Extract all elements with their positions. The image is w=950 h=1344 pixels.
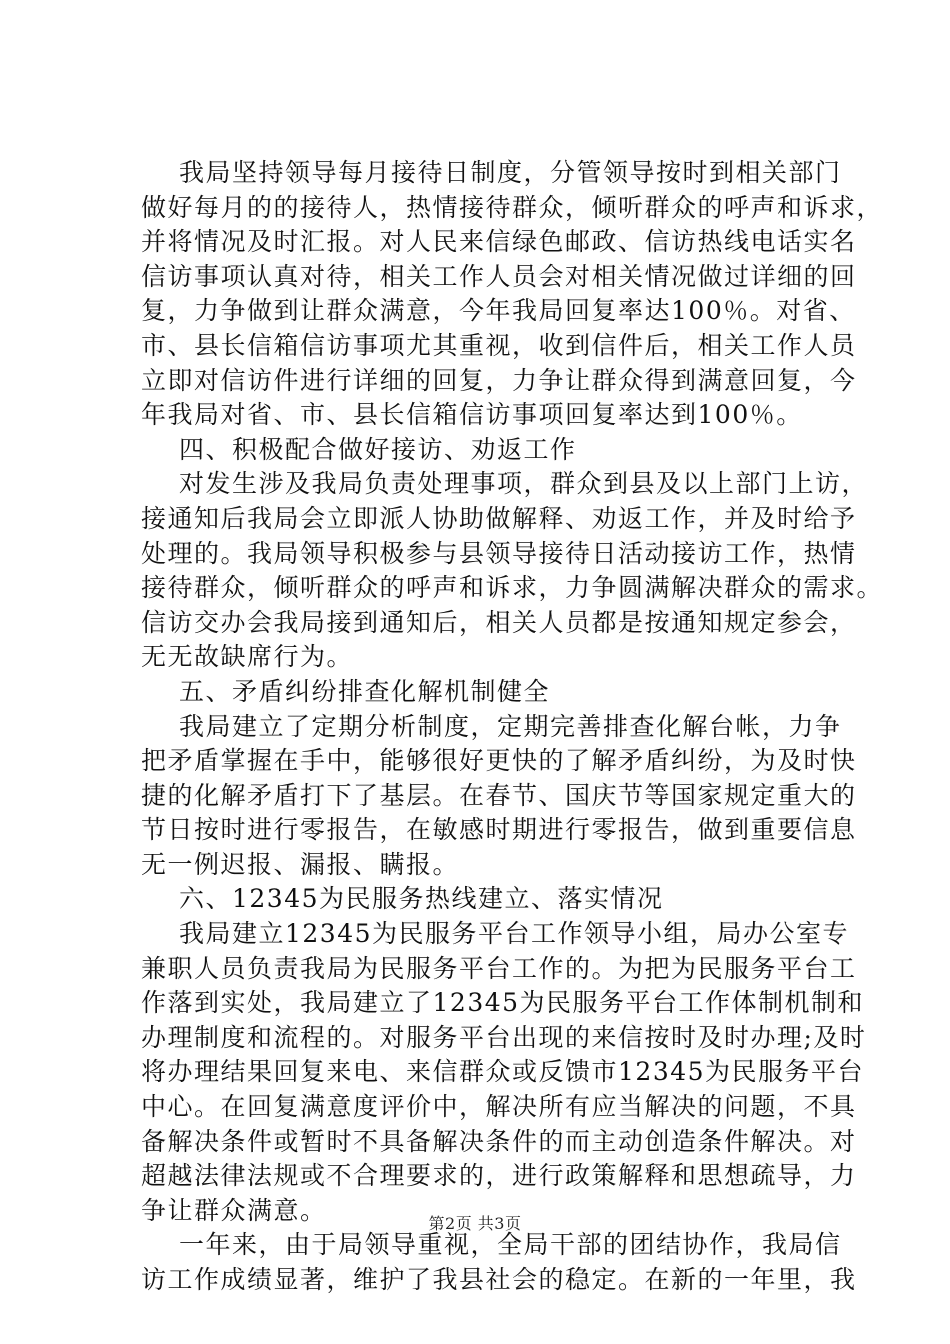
text-line: 节日按时进行零报告，在敏感时期进行零报告，做到重要信息 <box>141 815 857 845</box>
text-line: 信访交办会我局接到通知后，相关人员都是按通知规定参会， <box>141 607 857 637</box>
page-footer: 第2页 共3页 <box>428 1214 522 1233</box>
text-line: 无一例迟报、漏报、瞒报。 <box>141 849 460 879</box>
text-line: 我局建立了定期分析制度，定期完善排查化解台帐，力争 <box>179 711 842 741</box>
text-line: 复，力争做到让群众满意，今年我局回复率达100％。对省、 <box>141 296 856 326</box>
text-line: 超越法律法规或不合理要求的，进行政策解释和思想疏导，力 <box>141 1161 857 1191</box>
text-line: 无无故缺席行为。 <box>141 642 354 672</box>
text-line: 六、12345为民服务热线建立、落实情况 <box>179 884 664 914</box>
text-line: 四、积极配合做好接访、劝返工作 <box>179 434 577 464</box>
text-line: 我局坚持领导每月接待日制度，分管领导按时到相关部门 <box>179 158 842 187</box>
text-line: 把矛盾掌握在手中，能够很好更快的了解矛盾纠纷，为及时快 <box>141 746 857 776</box>
text-line: 信访事项认真对待，相关工作人员会对相关情况做过详细的回 <box>141 261 857 291</box>
text-line: 访工作成绩显著，维护了我县社会的稳定。在新的一年里，我 <box>141 1265 857 1294</box>
text-line: 中心。在回复满意度评价中，解决所有应当解决的问题，不具 <box>141 1092 857 1122</box>
text-line: 备解决条件或暂时不具备解决条件的而主动创造条件解决。对 <box>141 1126 857 1156</box>
text-line: 对发生涉及我局负责处理事项，群众到县及以上部门上访， <box>179 469 869 499</box>
text-line: 立即对信访件进行详细的回复，力争让群众得到满意回复，今 <box>141 365 857 395</box>
text-line: 捷的化解矛盾打下了基层。在春节、国庆节等国家规定重大的 <box>141 780 857 810</box>
text-line: 将办理结果回复来电、来信群众或反馈市12345为民服务平台 <box>141 1057 865 1087</box>
text-line: 接通知后我局会立即派人协助做解释、劝返工作，并及时给予 <box>141 503 857 533</box>
text-line: 接待群众，倾听群众的呼声和诉求，力争圆满解决群众的需求。 <box>141 573 884 603</box>
text-line: 我局建立12345为民服务平台工作领导小组，局办公室专 <box>179 919 850 949</box>
text-line: 一年来，由于局领导重视，全局干部的团结协作，我局信 <box>179 1230 842 1260</box>
text-line: 办理制度和流程的。对服务平台出现的来信按时及时办理;及时 <box>141 1022 867 1052</box>
text-line: 做好每月的的接待人，热情接待群众，倾听群众的呼声和诉求， <box>141 192 884 222</box>
text-line: 年我局对省、市、县长信箱信访事项回复率达到100％。 <box>141 400 803 430</box>
text-line: 处理的。我局领导积极参与县领导接待日活动接访工作，热情 <box>141 538 857 568</box>
text-line: 五、矛盾纠纷排查化解机制健全 <box>179 676 551 706</box>
text-line: 并将情况及时汇报。对人民来信绿色邮政、信访热线电话实名 <box>141 227 857 257</box>
text-line: 作落到实处，我局建立了12345为民服务平台工作体制机制和 <box>141 988 865 1018</box>
document-body <box>141 156 884 1298</box>
text-line: 兼职人员负责我局为民服务平台工作的。为把为民服务平台工 <box>141 953 857 983</box>
text-line: 市、县长信箱信访事项尤其重视，收到信件后，相关工作人员 <box>141 330 857 360</box>
text-line: 争让群众满意。 <box>141 1195 327 1225</box>
